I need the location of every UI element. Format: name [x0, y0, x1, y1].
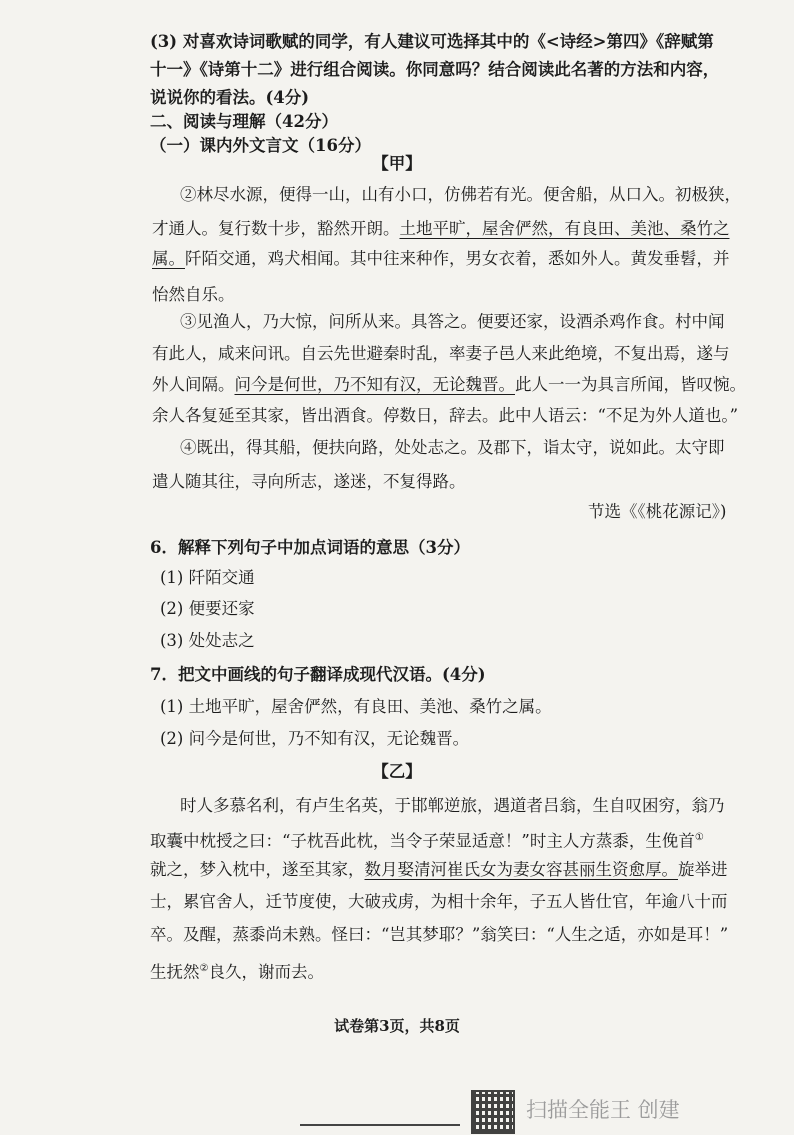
q6-item-3: (3) 处处志之: [160, 631, 255, 650]
yi-line1: 时人多慕名利，有卢生名英，于邯郸逆旅，遇道者吕翁，生自叹困穷，翁乃: [180, 796, 725, 815]
jia-p3-line3-pre: 外人间隔。: [152, 375, 235, 394]
yi-line4: 士，累官舍人，迁节度使，大破戎虏，为相十余年，子五人皆仕官，年逾八十而: [150, 892, 728, 911]
yi-line6-post: 良久，谢而去。: [208, 962, 324, 982]
jia-p4-line2: 遣人随其往，寻向所志，遂迷，不复得路。: [152, 472, 466, 491]
q5-part3-line2: 十一》《诗第十二》进行组合阅读。你同意吗？结合阅读此名著的方法和内容，: [150, 60, 720, 79]
yi-line2-text: 取囊中枕授之曰：“子枕吾此枕，当令子荣显适意！”时主人方蒸黍，生俛首: [150, 831, 695, 851]
passage-source: 节选《《桃花源记》): [588, 502, 727, 521]
jia-p2-line2-text: 才通人。复行数十步，豁然开朗。: [152, 219, 400, 238]
q7-item-2: (2) 问今是何世，乃不知有汉，无论魏晋。: [160, 729, 470, 748]
yi-line6-pre: 生抚然: [150, 962, 200, 982]
jia-p2-line2: [152, 217, 730, 241]
footnote-mark-1: ①: [694, 832, 704, 843]
yi-line3-post: 旋举进: [678, 860, 728, 879]
yi-line6: [150, 957, 324, 985]
q7-stem: 7．把文中画线的句子翻译成现代汉语。(4分): [150, 665, 486, 684]
yi-line2: [150, 826, 704, 854]
jia-p3-line3: [152, 373, 746, 397]
section-heading: 二、阅读与理解（42分）: [150, 112, 338, 131]
page-footer: 试卷第3页，共8页: [334, 1017, 460, 1035]
qr-code-icon: [471, 1090, 515, 1134]
underlined-sentence-1b: 属。: [152, 249, 185, 268]
jia-p3-line2: 有此人，咸来问讯。自云先世避秦时乱，率妻子邑人来此绝境，不复出焉，遂与: [152, 344, 730, 363]
passage-jia-title: 【甲】: [372, 154, 422, 173]
underlined-sentence-3: 数月娶清河崔氏女为妻女容甚丽生资愈厚。: [364, 860, 678, 879]
scanner-watermark: 扫描全能王 创建: [526, 1098, 680, 1122]
passage-yi-title: 【乙】: [372, 762, 422, 781]
yi-line3: [150, 858, 728, 882]
jia-p2-line1: ②林尽水源，便得一山，山有小口，仿佛若有光。便舍船，从口入。初极狭，: [180, 185, 741, 204]
jia-p2-line3: [152, 247, 730, 271]
q6-item-1: (1) 阡陌交通: [160, 568, 255, 587]
jia-p3-line3-post: 此人一一为具言所闻，皆叹惋。: [515, 375, 746, 394]
bottom-divider: [300, 1124, 460, 1126]
section-subheading: （一）课内外文言文（16分）: [150, 136, 371, 155]
yi-line3-pre: 就之，梦入枕中，遂至其家，: [150, 860, 365, 879]
jia-p3-line1: ③见渔人，乃大惊，问所从来。具答之。便要还家，设酒杀鸡作食。村中闻: [180, 312, 725, 331]
underlined-sentence-2: 问今是何世，乃不知有汉，无论魏晋。: [234, 375, 515, 394]
yi-line5: 卒。及醒，蒸黍尚未熟。怪曰：“岂其梦耶？”翁笑曰：“人生之适，亦如是耳！”: [150, 925, 729, 944]
jia-p2-line3-text: 阡陌交通，鸡犬相闻。其中往来种作，男女衣着，悉如外人。黄发垂髫，并: [185, 249, 730, 268]
jia-p3-line4: 余人各复延至其家，皆出酒食。停数日，辞去。此中人语云：“不足为外人道也。”: [152, 406, 739, 425]
footnote-mark-2: ②: [199, 963, 209, 974]
q6-item-2: (2) 便要还家: [160, 599, 255, 618]
q6-stem: 6．解释下列句子中加点词语的意思（3分）: [150, 538, 470, 557]
underlined-sentence-1a: 土地平旷，屋舍俨然，有良田、美池、桑竹之: [399, 219, 730, 238]
q7-item-1: (1) 土地平旷，屋舍俨然，有良田、美池、桑竹之属。: [160, 697, 552, 716]
jia-p4-line1: ④既出，得其船，便扶向路，处处志之。及郡下，诣太守，说如此。太守即: [180, 438, 725, 457]
q5-part3-line3: 说说你的看法。(4分): [150, 88, 310, 107]
jia-p2-line4: 怡然自乐。: [152, 285, 235, 304]
q5-part3-line1: (3) 对喜欢诗词歌赋的同学，有人建议可选择其中的《<诗经>第四》《辞赋第: [150, 32, 714, 51]
